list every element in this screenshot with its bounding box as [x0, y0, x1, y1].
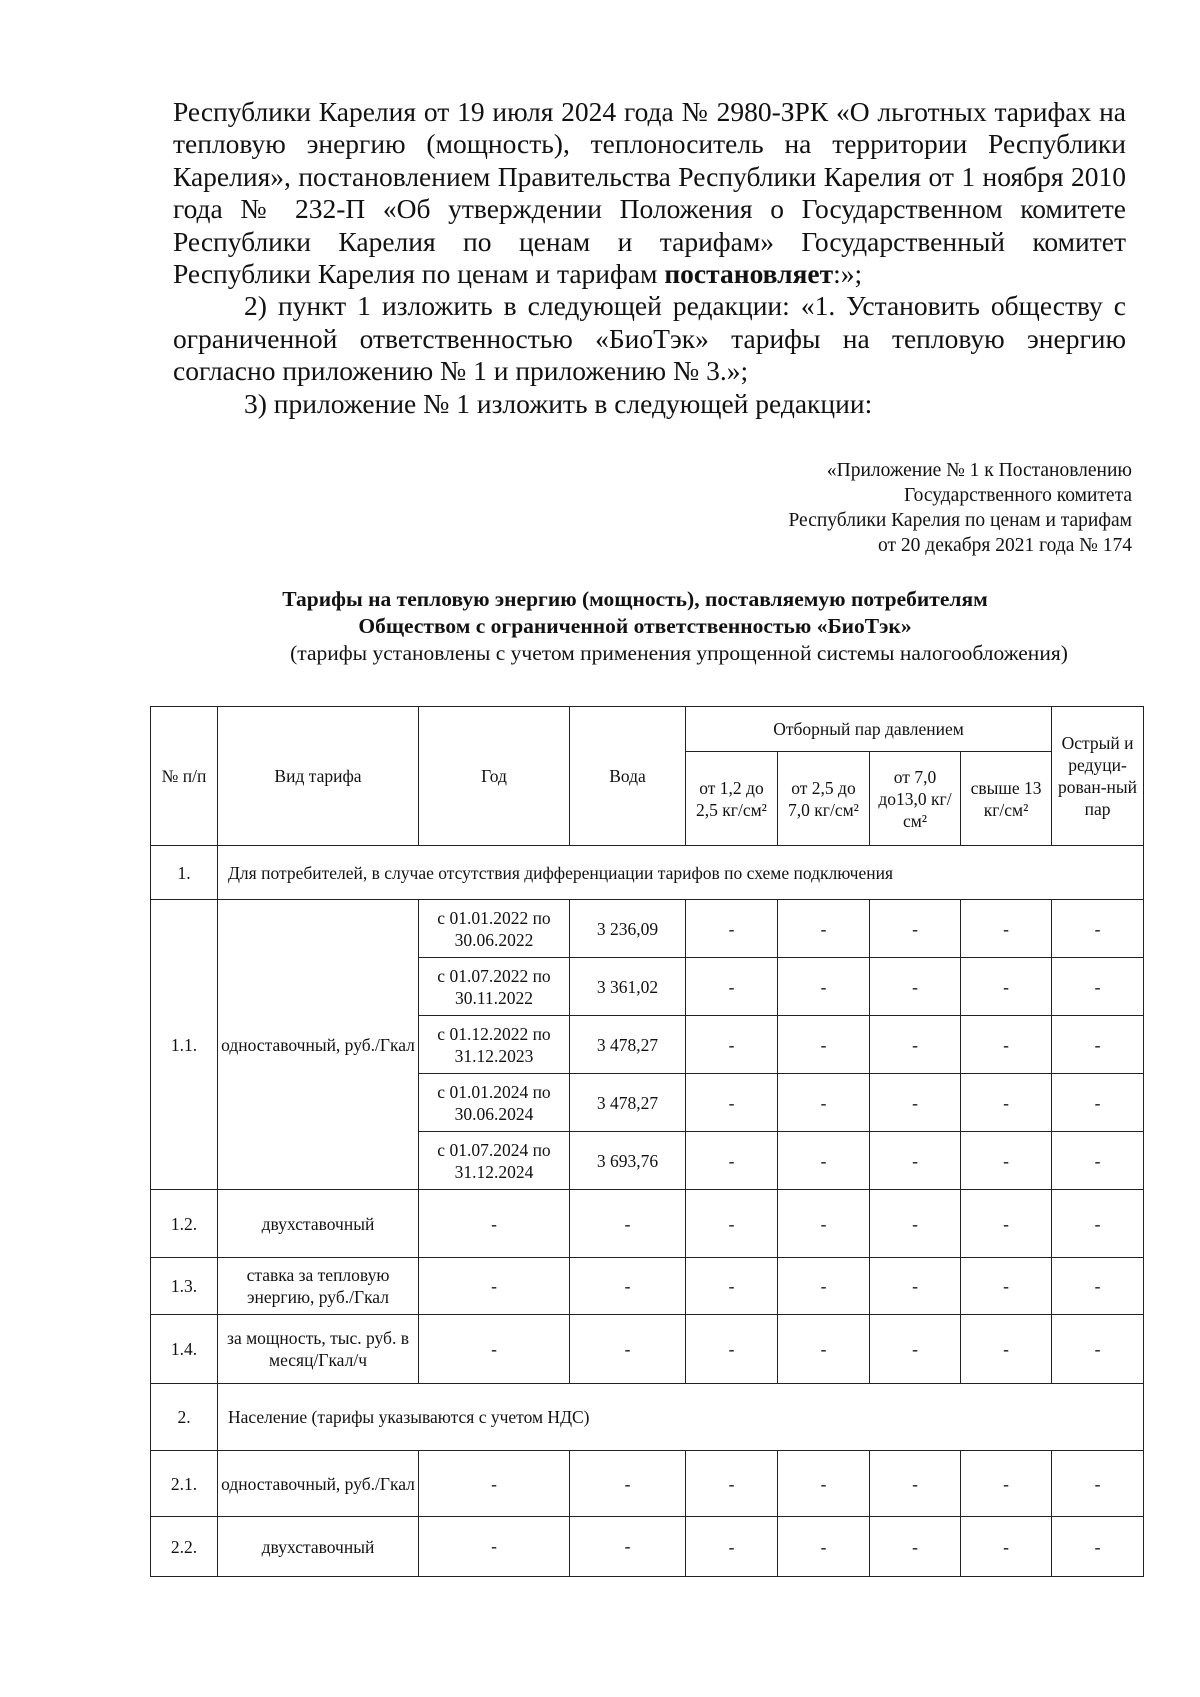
period-water: 3 693,76 — [570, 1132, 686, 1190]
dash-cell: - — [961, 1190, 1052, 1258]
dash-cell: - — [686, 1190, 778, 1258]
period-water: 3 236,09 — [570, 900, 686, 958]
period-year: с 01.01.2024 по 30.06.2024 — [419, 1074, 570, 1132]
row-1-4-num: 1.4. — [151, 1315, 218, 1384]
section-2-label: Население (тарифы указываются с учетом НДС) — [218, 1384, 1144, 1451]
annex-line-4: от 20 декабря 2021 года № 174 — [878, 535, 1132, 556]
dash-cell: - — [778, 1016, 870, 1074]
dash-cell: - — [419, 1258, 570, 1315]
period-water: 3 478,27 — [570, 1016, 686, 1074]
dash-cell: - — [686, 958, 778, 1016]
table-title — [140, 586, 1130, 667]
dash-cell: - — [961, 1258, 1052, 1315]
dash-cell: - — [961, 900, 1052, 958]
row-1-2-type: двухставочный — [218, 1190, 419, 1258]
dash-cell: - — [570, 1315, 686, 1384]
dash-cell: - — [870, 1315, 961, 1384]
dash-cell: - — [686, 1451, 778, 1517]
section-row-1 — [151, 846, 1144, 900]
dash-cell: - — [778, 1315, 870, 1384]
dash-cell: - — [778, 958, 870, 1016]
dash-cell: - — [961, 1451, 1052, 1517]
dash-cell: - — [686, 1016, 778, 1074]
annex-line-3: Республики Карелия по ценам и тарифам — [788, 510, 1132, 531]
header-steam-4: свыше 13 кг/см² — [961, 752, 1052, 846]
section-row-2 — [151, 1384, 1144, 1451]
dash-cell: - — [778, 1258, 870, 1315]
dash-cell: - — [686, 1315, 778, 1384]
dash-cell: - — [870, 1517, 961, 1577]
paragraph-2: 2) пункт 1 изложить в следующей редакции: «1. Установить обществу с ограниченной ответственностью «БиоТэк» тарифы на тепловую энергию согласно приложению № 1 и приложению № 3.»; — [173, 290, 1126, 387]
dash-cell: - — [419, 1315, 570, 1384]
header-steam-2: от 2,5 до 7,0 кг/см² — [778, 752, 870, 846]
title-line-3: (тарифы установлены с учетом применения упрощенной системы налогообложения) — [290, 641, 1068, 665]
row-2-2-type: двухставочный — [218, 1517, 419, 1577]
row-1-1-type: одноставочный, руб./Гкал — [218, 900, 419, 1190]
table-row — [151, 1315, 1144, 1384]
dash-cell: - — [1052, 900, 1144, 958]
header-water: Вода — [570, 707, 686, 846]
body-text — [173, 96, 1126, 420]
dash-cell: - — [1052, 1132, 1144, 1190]
header-steam-group: Отборный пар давлением — [686, 707, 1052, 752]
dash-cell: - — [870, 1258, 961, 1315]
period-year: с 01.07.2024 по 31.12.2024 — [419, 1132, 570, 1190]
dash-cell: - — [570, 1258, 686, 1315]
dash-cell: - — [778, 1517, 870, 1577]
title-line-1: Тарифы на тепловую энергию (мощность), поставляемую потребителям — [282, 587, 988, 611]
section-1-num: 1. — [151, 846, 218, 900]
dash-cell: - — [1052, 1451, 1144, 1517]
dash-cell: - — [1052, 1016, 1144, 1074]
dash-cell: - — [1052, 1190, 1144, 1258]
header-row-1 — [151, 707, 1144, 752]
row-2-1-type: одноставочный, руб./Гкал — [218, 1451, 419, 1517]
dash-cell: - — [1052, 958, 1144, 1016]
period-year: с 01.12.2022 по 31.12.2023 — [419, 1016, 570, 1074]
dash-cell: - — [1052, 1315, 1144, 1384]
dash-cell: - — [686, 1132, 778, 1190]
dash-cell: - — [961, 1132, 1052, 1190]
period-year: с 01.01.2022 по 30.06.2022 — [419, 900, 570, 958]
dash-cell: - — [686, 1258, 778, 1315]
dash-cell: - — [419, 1190, 570, 1258]
paragraph-1-bold: постановляет — [664, 258, 834, 290]
dash-cell: - — [870, 1451, 961, 1517]
header-sharp: Острый и редуци-рован-ный пар — [1052, 707, 1144, 846]
dash-cell: - — [570, 1190, 686, 1258]
row-2-2-num: 2.2. — [151, 1517, 218, 1577]
table-row — [151, 1258, 1144, 1315]
dash-cell: - — [570, 1517, 686, 1577]
annex-header — [788, 458, 1132, 558]
dash-cell: - — [870, 1016, 961, 1074]
header-num: № п/п — [151, 707, 218, 846]
row-1-4-type: за мощность, тыс. руб. в месяц/Гкал/ч — [218, 1315, 419, 1384]
dash-cell: - — [419, 1517, 570, 1577]
paragraph-1 — [173, 96, 1126, 290]
title-line-2: Обществом с ограниченной ответственностью «БиоТэк» — [358, 614, 912, 638]
dash-cell: - — [419, 1451, 570, 1517]
row-1-3-num: 1.3. — [151, 1258, 218, 1315]
table-row — [151, 900, 1144, 958]
dash-cell: - — [961, 1074, 1052, 1132]
dash-cell: - — [686, 1074, 778, 1132]
dash-cell: - — [686, 900, 778, 958]
dash-cell: - — [778, 1132, 870, 1190]
section-2-num: 2. — [151, 1384, 218, 1451]
paragraph-1-end: :»; — [833, 258, 863, 290]
dash-cell: - — [961, 1016, 1052, 1074]
dash-cell: - — [778, 1451, 870, 1517]
table-row — [151, 1451, 1144, 1517]
header-steam-1: от 1,2 до 2,5 кг/см² — [686, 752, 778, 846]
dash-cell: - — [1052, 1517, 1144, 1577]
row-2-1-num: 2.1. — [151, 1451, 218, 1517]
paragraph-3: 3) приложение № 1 изложить в следующей редакции: — [244, 387, 873, 419]
annex-line-2: Государственного комитета — [904, 485, 1132, 506]
dash-cell: - — [870, 900, 961, 958]
dash-cell: - — [570, 1451, 686, 1517]
dash-cell: - — [778, 1074, 870, 1132]
header-type: Вид тарифа — [218, 707, 419, 846]
table-row — [151, 1517, 1144, 1577]
row-1-2-num: 1.2. — [151, 1190, 218, 1258]
dash-cell: - — [961, 958, 1052, 1016]
row-1-3-type: ставка за тепловую энергию, руб./Гкал — [218, 1258, 419, 1315]
dash-cell: - — [870, 958, 961, 1016]
row-1-1-num: 1.1. — [151, 900, 218, 1190]
dash-cell: - — [778, 900, 870, 958]
table-row — [151, 1190, 1144, 1258]
dash-cell: - — [961, 1517, 1052, 1577]
period-water: 3 478,27 — [570, 1074, 686, 1132]
dash-cell: - — [686, 1517, 778, 1577]
period-water: 3 361,02 — [570, 958, 686, 1016]
period-year: с 01.07.2022 по 30.11.2022 — [419, 958, 570, 1016]
dash-cell: - — [1052, 1074, 1144, 1132]
dash-cell: - — [778, 1190, 870, 1258]
header-year: Год — [419, 707, 570, 846]
dash-cell: - — [961, 1315, 1052, 1384]
tariff-table — [150, 706, 1144, 1577]
header-steam-3: от 7,0 до13,0 кг/см² — [870, 752, 961, 846]
paragraph-1-text: Республики Карелия от 19 июля 2024 года № 2980-ЗРК «О льготных тарифах на тепловую энергию (мощность), теплоноситель на территории Республики Карелия», постановлением Правительства Республики Карелия от 1 ноября 2010 года № 232-П «Об утверждении Положения о Государственном комитете Республики Карелия по ценам и тарифам» Государственный комитет Республики Карелия по ценам и тарифам — [173, 96, 1126, 290]
dash-cell: - — [870, 1074, 961, 1132]
section-1-label: Для потребителей, в случае отсутствия дифференциации тарифов по схеме подключения — [218, 846, 1144, 900]
dash-cell: - — [870, 1132, 961, 1190]
annex-line-1: «Приложение № 1 к Постановлению — [826, 460, 1132, 481]
dash-cell: - — [870, 1190, 961, 1258]
dash-cell: - — [1052, 1258, 1144, 1315]
